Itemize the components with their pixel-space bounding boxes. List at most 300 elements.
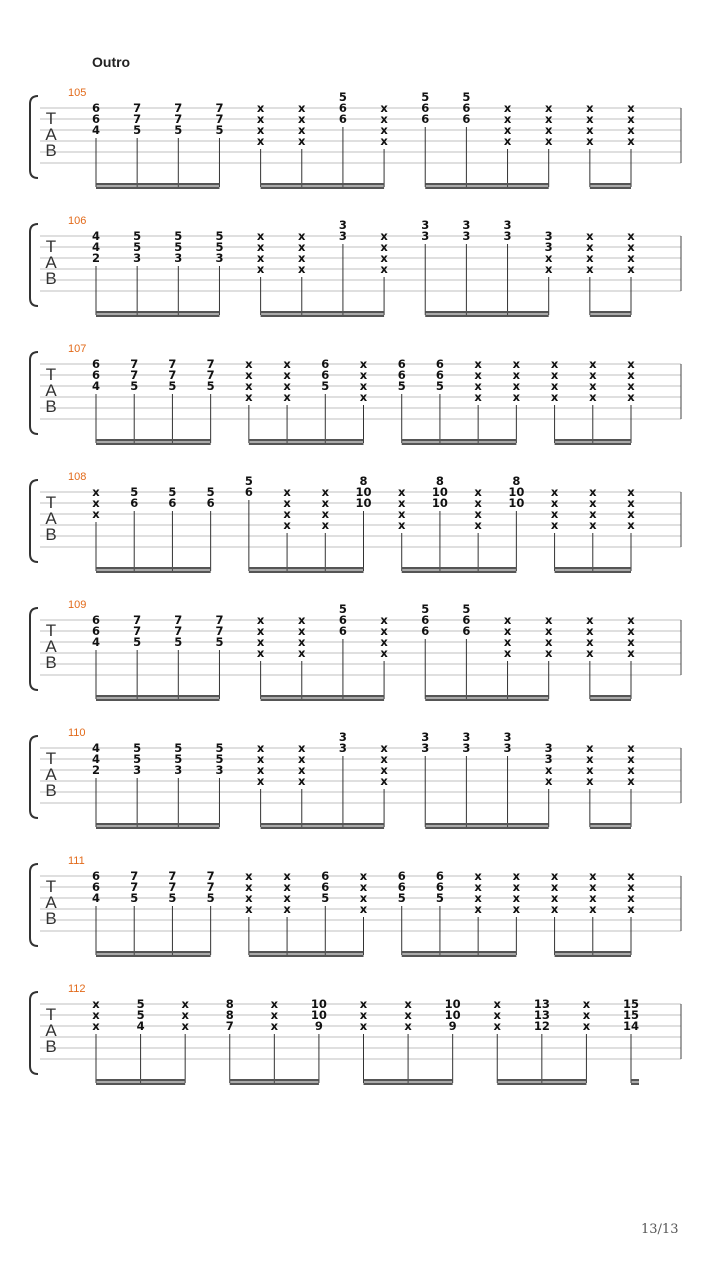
fret-number: x [550,891,559,905]
system-bracket [30,864,38,946]
fret-number: x [321,507,329,521]
fret-number: x [550,880,559,894]
beam [425,827,548,830]
fret-number: x [586,624,594,638]
fret-number: 7 [206,880,215,894]
fret-number: x [256,624,265,638]
fret-number: x [474,507,482,521]
fret-number: 5 [244,474,253,488]
fret-number: x [582,1019,591,1033]
fret-number: x [586,112,594,126]
fret-number: x [283,379,291,393]
fret-number: x [503,134,512,148]
beam [590,315,631,318]
fret-number: 6 [421,613,430,627]
fret-number: 8 [512,474,521,488]
fret-number: 7 [130,880,139,894]
fret-number: x [380,101,388,115]
fret-number: x [283,880,291,894]
fret-number: x [627,613,635,627]
fret-number: x [586,613,594,627]
beam [402,443,517,446]
fret-number: x [359,368,368,382]
fret-number: x [92,507,100,521]
fret-number: 6 [91,357,101,371]
beam [96,695,219,698]
fret-number: 5 [321,379,330,393]
beam [96,823,219,826]
fret-number: x [245,880,253,894]
fret-number: x [474,880,482,894]
fret-number: x [283,869,291,883]
fret-number: 6 [397,880,406,894]
fret-number: x [359,880,368,894]
fret-number: 5 [174,123,183,137]
tab-clef-letter: T [45,493,57,512]
fret-number: x [298,774,306,788]
tab-clef-letter: A [45,637,57,656]
fret-number: 4 [91,229,101,243]
fret-number: 6 [338,112,347,126]
fret-number: 12 [533,1019,550,1033]
fret-number: x [298,613,306,627]
beam [261,315,384,318]
measure-number: 106 [68,215,87,227]
measure-number: 108 [68,471,87,483]
measure-number: 112 [68,983,86,995]
beam [631,1079,639,1082]
fret-number: x [512,390,521,404]
fret-number: 6 [462,101,471,115]
tab-clef-letter: A [45,509,57,528]
fret-number: x [589,880,597,894]
fret-number: x [586,240,594,254]
fret-number: x [380,635,388,649]
fret-number: x [627,496,635,510]
fret-number: x [582,1008,591,1022]
fret-number: x [627,624,635,638]
fret-number: 7 [206,368,215,382]
beam [96,571,211,574]
fret-number: x [256,613,265,627]
beam [96,439,211,442]
fret-number: 5 [133,752,142,766]
fret-number: 3 [133,251,142,265]
fret-number: 4 [91,635,101,649]
fret-number: x [283,496,291,510]
fret-number: 5 [133,123,142,137]
fret-number: x [512,368,521,382]
tab-system [30,471,681,573]
fret-number: 5 [174,635,183,649]
fret-number: 6 [397,357,406,371]
fret-number: 3 [421,218,430,232]
fret-number: x [512,902,521,916]
tab-clef-letter: B [45,525,57,544]
beam [261,311,384,314]
fret-number: x [298,251,306,265]
tab-system [30,87,681,189]
fret-number: x [380,646,388,660]
fret-number: x [404,1008,412,1022]
fret-number: 10 [431,485,448,499]
fret-number: x [544,251,553,265]
fret-number: x [298,752,306,766]
fret-number: x [627,891,635,905]
fret-number: 3 [133,763,142,777]
fret-number: x [586,251,594,265]
tab-clef-letter: B [45,397,57,416]
fret-number: x [544,134,553,148]
fret-number: x [627,485,635,499]
tab-clef-letter: T [45,365,57,384]
fret-number: x [321,485,329,499]
beam [497,1079,586,1082]
tab-clef-letter: T [45,1005,57,1024]
beam [249,439,364,442]
beam [402,439,517,442]
fret-number: x [544,101,553,115]
fret-number: 7 [206,357,215,371]
fret-number: x [380,624,388,638]
fret-number: 6 [91,112,101,126]
measure-number: 109 [68,599,87,611]
fret-number: x [589,357,597,371]
fret-number: 5 [215,240,224,254]
tab-system [30,983,681,1085]
fret-number: x [283,902,291,916]
fret-number: x [589,390,597,404]
fret-number: 8 [435,474,444,488]
fret-number: x [544,635,553,649]
fret-number: x [627,112,635,126]
fret-number: 6 [130,496,139,510]
fret-number: x [503,123,512,137]
fret-number: x [298,741,306,755]
beam [590,183,631,186]
fret-number: 3 [215,251,224,265]
fret-number: x [181,1008,189,1022]
fret-number: 7 [174,112,183,126]
fret-number: 7 [225,1019,234,1033]
fret-number: 3 [338,229,347,243]
fret-number: 6 [421,624,430,638]
fret-number: x [586,646,594,660]
fret-number: x [589,518,597,532]
fret-number: 6 [338,613,347,627]
beam [402,955,517,958]
fret-number: x [380,229,388,243]
fret-number: 5 [174,240,183,254]
beam [96,183,219,186]
fret-number: 3 [544,240,553,254]
measure-number: 110 [68,727,86,739]
fret-number: 5 [136,1008,145,1022]
fret-number: x [283,390,291,404]
fret-number: x [298,763,306,777]
fret-number: 7 [168,357,177,371]
beam [364,1083,453,1086]
fret-number: x [503,646,512,660]
fret-number: x [359,357,368,371]
fret-number: x [503,112,512,126]
fret-number: x [493,1019,501,1033]
fret-number: x [589,891,597,905]
fret-number: x [380,774,388,788]
fret-number: 3 [421,730,430,744]
fret-number: 5 [215,635,224,649]
beam [364,1079,453,1082]
fret-number: x [359,379,368,393]
fret-number: 5 [136,997,145,1011]
fret-number: 5 [133,240,142,254]
fret-number: 5 [130,891,139,905]
fret-number: x [627,774,635,788]
system-bracket [30,608,38,690]
beam [96,699,219,702]
fret-number: x [380,134,388,148]
fret-number: x [380,763,388,777]
fret-number: x [359,891,368,905]
fret-number: 13 [533,997,550,1011]
fret-number: x [512,891,521,905]
fret-number: x [627,752,635,766]
fret-number: 5 [133,229,142,243]
fret-number: 6 [435,357,444,371]
fret-number: x [550,379,559,393]
fret-number: x [627,262,635,276]
fret-number: x [544,613,553,627]
fret-number: 3 [338,730,347,744]
fret-number: x [550,485,559,499]
fret-number: 5 [133,635,142,649]
fret-number: x [92,485,100,499]
beam [425,823,548,826]
fret-number: 5 [206,379,215,393]
fret-number: 6 [321,357,330,371]
tab-clef-letter: T [45,877,57,896]
fret-number: x [298,262,306,276]
beam [425,699,548,702]
fret-number: x [298,134,306,148]
fret-number: x [474,902,482,916]
fret-number: x [550,902,559,916]
fret-number: x [283,891,291,905]
fret-number: 7 [174,624,183,638]
fret-number: 6 [397,368,406,382]
fret-number: 3 [503,741,512,755]
fret-number: 5 [397,379,406,393]
tab-clef-letter: B [45,909,57,928]
fret-number: x [380,741,388,755]
fret-number: 6 [397,869,406,883]
fret-number: x [256,229,265,243]
fret-number: x [589,496,597,510]
fret-number: 5 [206,891,215,905]
fret-number: 6 [421,112,430,126]
system-bracket [30,736,38,818]
beam [96,315,219,318]
fret-number: 5 [215,229,224,243]
beam [590,699,631,702]
fret-number: 6 [91,624,101,638]
fret-number: 7 [130,368,139,382]
fret-number: x [627,518,635,532]
fret-number: x [298,646,306,660]
fret-number: 3 [462,741,471,755]
fret-number: 5 [174,752,183,766]
fret-number: x [589,485,597,499]
beam [425,315,548,318]
fret-number: 5 [206,485,215,499]
fret-number: 3 [338,741,347,755]
fret-number: x [359,869,368,883]
fret-number: x [627,869,635,883]
fret-number: x [92,496,100,510]
fret-number: x [544,624,553,638]
beam [425,183,548,186]
fret-number: x [298,112,306,126]
fret-number: 6 [91,880,101,894]
fret-number: 10 [508,496,525,510]
fret-number: 7 [168,368,177,382]
beam [96,827,219,830]
fret-number: 5 [168,379,177,393]
fret-number: x [512,357,521,371]
fret-number: x [359,390,368,404]
beam [249,567,364,570]
fret-number: x [404,1019,412,1033]
fret-number: x [589,869,597,883]
fret-number: 3 [462,229,471,243]
fret-number: 6 [435,368,444,382]
fret-number: x [627,229,635,243]
fret-number: x [298,635,306,649]
fret-number: 7 [215,624,224,638]
fret-number: x [589,902,597,916]
fret-number: 2 [91,763,101,777]
fret-number: 5 [462,90,471,104]
fret-number: 10 [444,1008,461,1022]
system-bracket [30,480,38,562]
fret-number: 6 [321,869,330,883]
beam [230,1083,319,1086]
fret-number: x [380,251,388,265]
tab-clef-letter: A [45,765,57,784]
fret-number: x [627,379,635,393]
beam [261,823,384,826]
fret-number: x [493,997,501,1011]
tab-system [30,215,681,317]
tab-clef-letter: B [45,653,57,672]
system-bracket [30,96,38,178]
fret-number: 3 [503,229,512,243]
fret-number: x [627,763,635,777]
fret-number: x [550,869,559,883]
fret-number: x [298,123,306,137]
fret-number: x [544,262,553,276]
fret-number: x [256,752,265,766]
fret-number: x [256,123,265,137]
fret-number: x [245,869,253,883]
beam [555,443,631,446]
fret-number: x [627,390,635,404]
fret-number: x [586,229,594,243]
fret-number: x [256,774,265,788]
fret-number: x [181,997,189,1011]
fret-number: x [582,997,591,1011]
fret-number: 7 [130,357,139,371]
fret-number: 7 [168,869,177,883]
fret-number: x [398,496,406,510]
fret-number: x [256,134,265,148]
beam [96,1083,185,1086]
tab-clef-letter: B [45,141,57,160]
beam [96,443,211,446]
fret-number: 5 [421,602,430,616]
fret-number: x [627,134,635,148]
beam [402,951,517,954]
fret-number: x [474,485,482,499]
fret-number: 3 [503,730,512,744]
tab-system [30,343,681,445]
fret-number: 4 [91,752,101,766]
fret-number: x [283,485,291,499]
fret-number: x [627,646,635,660]
fret-number: 6 [338,624,347,638]
fret-number: 7 [174,101,183,115]
fret-number: x [92,1019,100,1033]
fret-number: 10 [355,485,372,499]
fret-number: 3 [174,251,183,265]
fret-number: x [586,134,594,148]
fret-number: 3 [421,741,430,755]
fret-number: 5 [130,485,139,499]
fret-number: x [245,368,253,382]
fret-number: 5 [215,123,224,137]
fret-number: x [298,624,306,638]
fret-number: x [398,518,406,532]
fret-number: 14 [622,1019,640,1033]
fret-number: x [627,123,635,137]
fret-number: x [503,624,512,638]
fret-number: x [181,1019,189,1033]
fret-number: x [550,507,559,521]
fret-number: 5 [421,90,430,104]
fret-number: 5 [215,752,224,766]
fret-number: x [380,262,388,276]
fret-number: x [380,112,388,126]
fret-number: x [586,741,594,755]
fret-number: x [589,379,597,393]
fret-number: 5 [130,379,139,393]
fret-number: x [256,635,265,649]
beam [631,1083,639,1086]
fret-number: x [627,635,635,649]
beam [249,443,364,446]
fret-number: x [474,869,482,883]
fret-number: 7 [215,101,224,115]
fret-number: x [627,741,635,755]
fret-number: x [359,1008,368,1022]
fret-number: 7 [206,869,215,883]
fret-number: 13 [533,1008,550,1022]
fret-number: x [493,1008,501,1022]
fret-number: x [256,262,265,276]
fret-number: x [404,997,412,1011]
fret-number: x [256,251,265,265]
fret-number: 8 [225,997,234,1011]
